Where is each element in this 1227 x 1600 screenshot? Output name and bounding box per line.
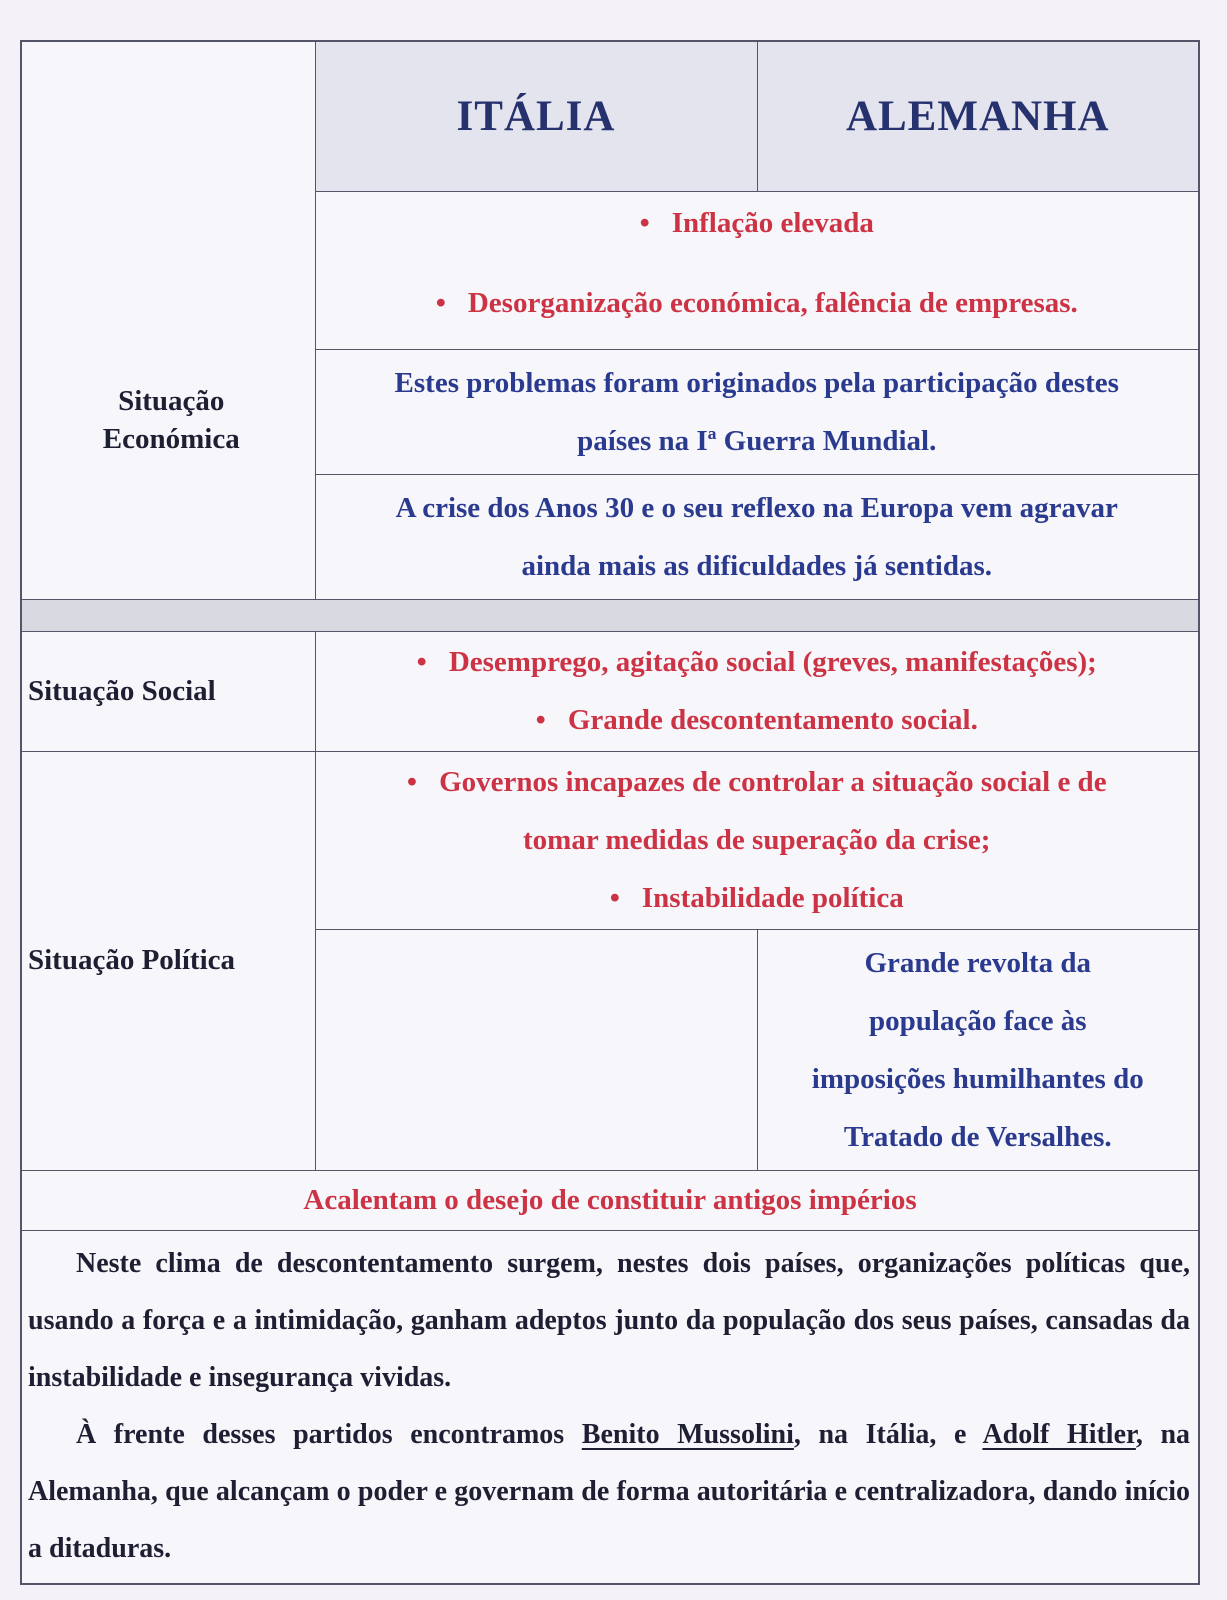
paragraph-2: À frente desses partidos encontramos Benito Mussolini, na Itália, e Adolf Hitler, na Alemanha, que alcançam o poder e governam de forma autoritária e centralizadora, dando início a ditaduras. xyxy=(28,1418,1191,1564)
economic-label: Situação Económica xyxy=(102,385,240,456)
header-alemanha: ALEMANHA xyxy=(757,41,1199,191)
paragraph-row xyxy=(21,1230,1199,1584)
social-bullets-cell xyxy=(315,631,1199,751)
separator xyxy=(21,599,1199,631)
paragraph-1: Neste clima de descontentamento surgem, nestes dois países, organizações políticas que, usando a força e a intimidação, ganham adeptos junto da população dos seus países, cansadas da instabilidade e insegurança vividas. xyxy=(28,1247,1190,1393)
political-bullets-cell: • Governos incapazes de controlar a situação social e de tomar medidas de superação da crise; • Instabilidade política xyxy=(315,751,1199,929)
bullet-item: • Instabilidade política xyxy=(316,869,1199,927)
political-italia-empty xyxy=(315,929,757,1170)
bullet-item: • Grande descontentamento social. xyxy=(316,691,1199,749)
economic-note2: A crise dos Anos 30 e o seu reflexo na Europa vem agravar ainda mais as dificuldades já sentidas. xyxy=(315,474,1199,599)
economic-bullets-cell xyxy=(315,191,1199,349)
comparison-table xyxy=(20,40,1200,1585)
bullet-item: • Desorganização económica, falência de empresas. xyxy=(316,281,1199,325)
separator-row xyxy=(21,599,1199,631)
mussolini-link: Benito Mussolini xyxy=(581,1418,794,1450)
empires-row xyxy=(21,1170,1199,1230)
bullet-item: • Governos incapazes de controlar a situação social e de xyxy=(316,753,1199,811)
political-row xyxy=(21,751,1199,929)
political-label: Situação Política xyxy=(21,751,315,1170)
paragraph-cell xyxy=(21,1230,1199,1584)
social-row xyxy=(21,631,1199,751)
bullet-item: • Desemprego, agitação social (greves, manifestações); xyxy=(316,633,1199,691)
political-alemanha-cell: Grande revolta da população face às imposições humilhantes do Tratado de Versalhes. xyxy=(757,929,1199,1170)
header-italia: ITÁLIA xyxy=(315,41,757,191)
bullet-item: • Inflação elevada xyxy=(316,201,1199,245)
social-label: Situação Social xyxy=(21,631,315,751)
economic-label-cell xyxy=(21,41,315,599)
empires-text: Acalentam o desejo de constituir antigos impérios xyxy=(21,1170,1199,1230)
hitler-link: Adolf Hitler xyxy=(982,1418,1136,1450)
economic-note1: Estes problemas foram originados pela participação destes países na Iª Guerra Mundial. xyxy=(315,349,1199,474)
header-row xyxy=(21,41,1199,191)
